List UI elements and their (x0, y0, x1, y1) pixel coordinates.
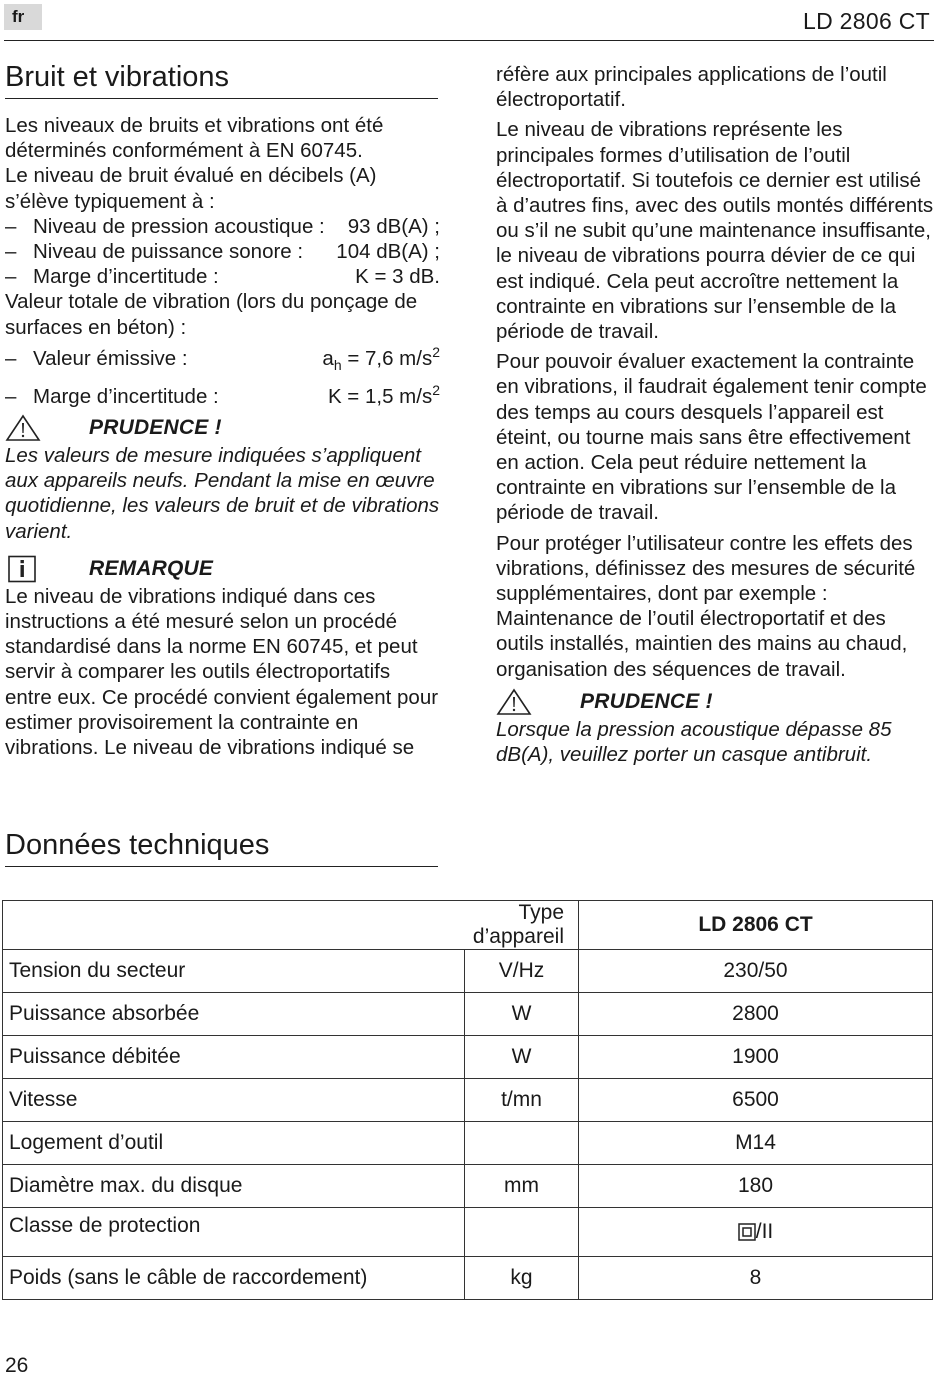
table-row: Logement d’outil M14 (3, 1122, 933, 1165)
model-header: LD 2806 CT (802, 8, 930, 34)
paragraph: réfère aux principales applications de l’outil électroportatif. (496, 63, 887, 112)
section-title-tech: Données techniques (5, 829, 270, 861)
table-row: Puissance absorbée W 2800 (3, 993, 933, 1036)
device-type-label: Type d’appareil (465, 901, 579, 950)
vibration-item: – Valeur émissive : $a_h = 7,6$ $m/s^2$ (5, 340, 440, 378)
noise-item: – Niveau de pression acoustique : 93 dB(A) ; (5, 214, 440, 238)
vibration-item-label: Valeur émissive : (33, 346, 188, 370)
table-row: Tension du secteur V/Hz 230/50 (3, 950, 933, 993)
noise-item: – Niveau de puissance sonore : 104 dB(A) ; (5, 240, 440, 264)
left-column (5, 58, 440, 760)
section-divider (5, 98, 438, 99)
vibration-intro-paragraph: Valeur totale de vibration (lors du ponçage de surfaces en béton) : (5, 290, 418, 339)
vibration-item-label: Marge d’incertitude : (33, 384, 219, 408)
caution-text: Les valeurs de mesure indiquées s’appliquent aux appareils neufs. Pendant la mise en œuvre quotidienne, les valeurs de bruit et de vibrations varient. (5, 443, 440, 543)
protection-class-value: /II (755, 1220, 774, 1243)
caution-heading (496, 687, 934, 717)
caution-label: PRUDENCE ! (89, 416, 222, 440)
noise-item-label: Niveau de pression acoustique : (33, 214, 325, 238)
noise-item-value: K = 3 dB. (355, 265, 440, 289)
model-cell: LD 2806 CT (579, 901, 933, 950)
section-divider (5, 866, 438, 867)
language-badge: fr (4, 4, 42, 30)
tech-section-header (5, 826, 438, 881)
remark-text: Le niveau de vibrations indiqué dans ces instructions a été mesuré selon un procédé standardisé dans la norme EN 60745, et peut servir à comparer les outils électroportatifs entre eux. Ce procédé convient également pour estimer provisoirement la contrainte en vibrations. Le niveau de vibrations indiqué se (5, 584, 439, 760)
table-row: Diamètre max. du disque mm 180 (3, 1165, 933, 1208)
caution-heading (5, 413, 440, 443)
vibration-item-value: K = 1,5 $m/s^2$ (327, 381, 440, 408)
tech-spec-table (2, 900, 933, 1300)
header-divider (4, 40, 934, 41)
noise-item: – Marge d’incertitude : K = 3 dB. (5, 265, 440, 289)
noise-item-label: Marge d’incertitude : (33, 265, 219, 289)
vibration-item: – Marge d’incertitude : K = 1,5 $m/s^2$ (5, 378, 440, 409)
remark-label: REMARQUE (89, 557, 214, 581)
table-row: Puissance débitée W 1900 (3, 1036, 933, 1079)
page-number: 26 (5, 1354, 29, 1377)
noise-item-value: 104 dB(A) ; (336, 240, 440, 264)
section-title-noise: Bruit et vibrations (5, 61, 230, 93)
protection-class-ii-icon (738, 1223, 756, 1241)
warning-triangle-icon (5, 414, 41, 442)
table-row: Vitesse t/mn 6500 (3, 1079, 933, 1122)
table-row: Poids (sans le câble de raccordement) kg 8 (3, 1257, 933, 1300)
noise-intro-paragraph: Le niveau de bruit évalué en décibels (A) s’élève typiquement à : (5, 164, 377, 213)
remark-heading (5, 554, 440, 584)
paragraph: Pour protéger l’utilisateur contre les effets des vibrations, définissez des mesures de sécurité supplémentaires, dont par exemple : Maintenance de l’outil électroportatif et des outils installés, maintien des mains au chaud, organisation des séquences de travail. (496, 531, 916, 681)
noise-item-label: Niveau de puissance sonore : (33, 240, 304, 264)
noise-item-value: 93 dB(A) ; (347, 214, 440, 238)
paragraph: Pour pouvoir évaluer exactement la contrainte en vibrations, il faudrait également tenir compte des temps au cours desquels l’appareil est éteint, ou tourne mais sans être effectivement en action. Cela peut réduire nettement la contrainte en vibrations sur l’ensemble de la période de travail. (496, 350, 927, 525)
warning-triangle-icon (496, 688, 532, 716)
caution-text: Lorsque la pression acoustique dépasse 85 dB(A), veuillez porter un casque antibruit. (496, 717, 892, 767)
intro-paragraph: Les niveaux de bruits et vibrations ont été déterminés conformément à EN 60745. (5, 114, 384, 163)
right-column (496, 62, 934, 772)
info-icon (5, 555, 41, 583)
table-header-row (3, 901, 933, 950)
paragraph: Le niveau de vibrations représente les principales formes d’utilisation de l’outil électroportatif. Si toutefois ce dernier est utilisé à d’autres fins, avec des outils montés différents ou s’il ne subit qu’une maintenance insuffisante, le niveau de vibrations pourra dévier de ce qui est indiqué. Cela peut accroître nettement la contrainte en vibrations sur l’ensemble de la période de travail. (496, 118, 934, 344)
caution-label: PRUDENCE ! (580, 690, 713, 714)
vibration-item-value: $a_h = 7,6$ $m/s^2$ (322, 343, 440, 373)
table-row: Classe de protection /II (3, 1208, 933, 1257)
